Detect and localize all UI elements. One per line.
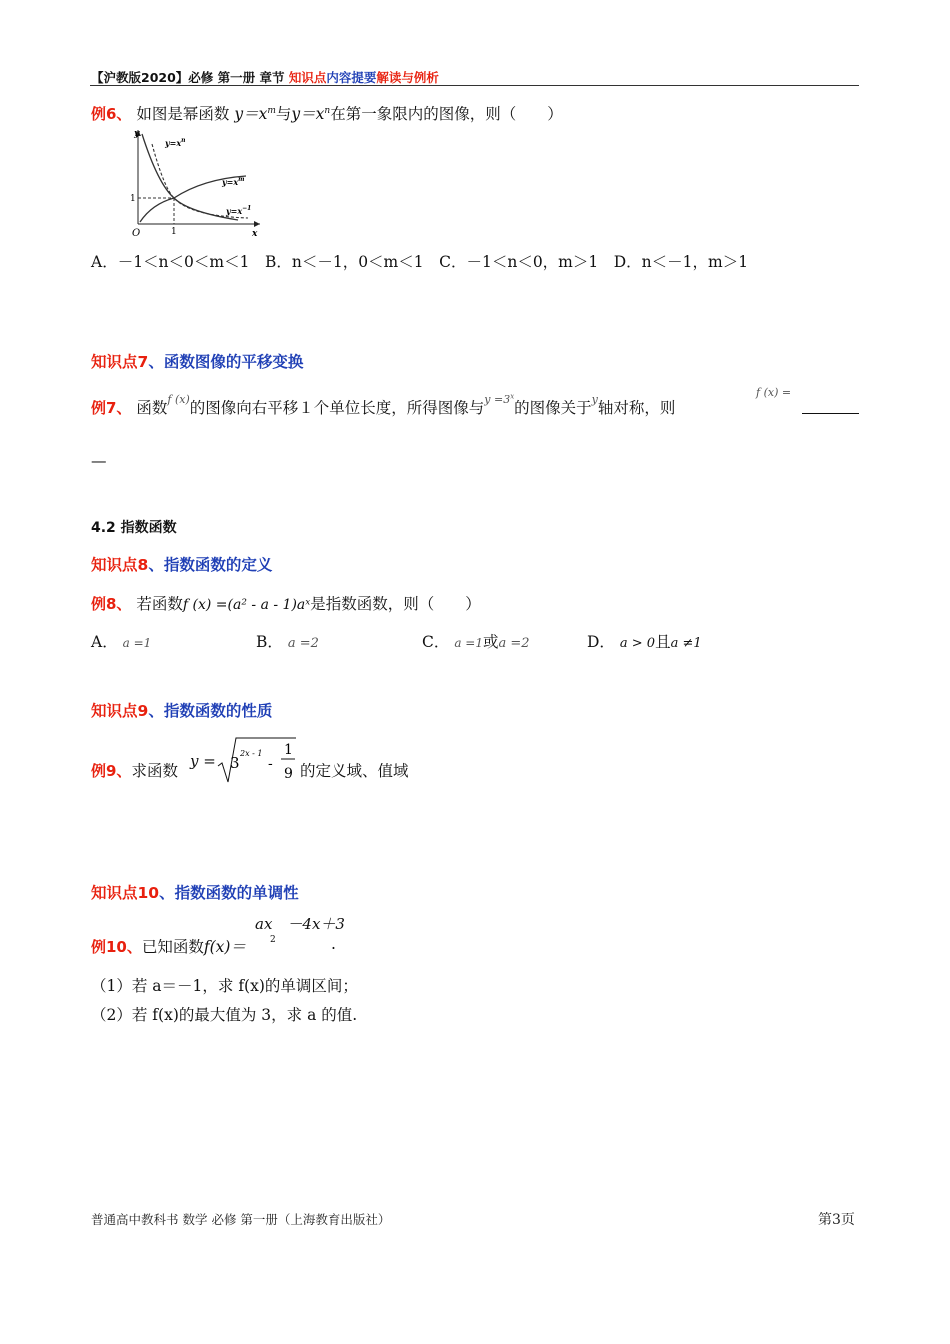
example-9-label-text [91,759,178,781]
curve-inv-label [225,205,251,216]
function-y-xn: y＝x [291,105,325,123]
header-title: 【沪教版2020】必修 第一册 章节 [91,70,289,85]
example-text: 在第一象限内的图像，则（ ） [330,105,563,123]
radical-minus: - [268,756,273,772]
example-8-option-b [256,630,319,652]
kp-number: 10 [137,884,160,902]
example-text: 的图像向右平移１个单位长度，所得图像与 [189,399,485,417]
kp-title: 、指数函数的单调性 [159,884,299,902]
answer-blank [802,398,859,414]
curve-n-label [164,137,186,148]
curve-inv-base: y=x [226,206,243,216]
exponent-n: n [324,105,331,116]
kp-title: 、函数图像的平移变换 [148,353,304,371]
header-highlight-kp: 知识点 [288,70,327,85]
example-9-tail: 的定义域、值域 [300,762,409,780]
example-8-statement [91,592,481,614]
option-value: a =1 [454,636,483,650]
example-label: 例9、 [91,762,132,780]
knowledge-point-9-title [91,699,272,721]
curve-inv-exp: −1 [242,205,252,212]
footer-page-number: 第3页 [818,1212,855,1228]
option-letter: C． [422,633,450,651]
power-function-graph [118,124,268,240]
kp-label: 知识点 [91,556,138,574]
header-highlight-summary: 内容提要 [326,70,377,85]
option-value: a =2 [287,636,319,651]
radical-base: 3 [230,754,240,772]
header-rule [90,85,859,86]
section-title: 4.2 指数函数 [91,520,177,536]
example-10-question-2: （2）若 f(x)的最大值为 3，求 a 的值. [91,1006,358,1024]
fraction-numerator: 1 [284,742,293,758]
curve-n-base: y=x [165,138,182,148]
formula-fx-equals: f (x) = [756,386,792,399]
kp-label: 知识点 [91,884,138,902]
example-6-statement [91,102,563,124]
example-text: 与 [275,105,292,123]
function-y-xm: y＝x [234,105,268,123]
fraction-denominator: 9 [284,766,293,782]
kp-number: 9 [137,702,149,720]
example-text: 轴对称，则 [597,399,676,417]
example-10-period: . [331,935,336,953]
example-text: 求函数 [131,762,178,780]
page-header [91,68,439,86]
formula-y-3x: y =3 [484,393,511,406]
kp-title: 、指数函数的性质 [148,702,273,720]
example-10-statement [91,935,246,957]
kp-title: 、指数函数的定义 [148,556,273,574]
exponent-m: m [267,105,276,116]
knowledge-point-7-title [91,350,303,372]
origin-label: O [132,228,141,239]
kp-label: 知识点 [91,353,138,371]
example-label: 例7、 [91,399,132,417]
example-text: 如图是幂函数 [136,105,230,123]
option-value: a =2 [498,636,530,651]
example-label: 例8、 [91,595,132,613]
example-10-base: 2 [270,935,276,945]
example-text: 函数 [136,399,168,417]
example-text: 已知函数 [141,938,204,956]
radical-exponent: 2x - 1 [240,749,263,758]
curve-m-label [221,176,244,187]
example-text: 是指数函数，则（ ） [310,595,481,613]
curve-m-exp: m [238,176,245,183]
option-value: a > 0 [619,636,656,651]
curve-n-exp: n [181,137,186,144]
x-axis-arrow [254,221,260,227]
option-letter: A． [91,633,118,651]
x-axis-label: x [252,229,258,239]
kp-number: 8 [137,556,149,574]
x-one-label: 1 [171,227,177,237]
example-text: 的图像关于 [514,399,592,417]
option-letter: D． [587,633,615,651]
y-axis-label: y [134,129,140,139]
option-conj: 或 [482,633,499,651]
kp-number: 7 [137,353,149,371]
formula-exponential: f (x) =(a² - a - 1)aˣ [182,597,311,613]
knowledge-point-10-title [91,881,299,903]
example-8-option-a [91,630,151,652]
curve-m-base: y=x [222,177,239,187]
formula-fx: f (x) [167,393,190,406]
radical-expression [216,734,298,786]
option-letter: B． [256,633,283,651]
formula-fx: f(x)＝ [203,938,246,956]
footer-book-title: 普通高中教科书 数学 必修 第一册（上海教育出版社） [91,1212,391,1227]
formula-exp: x [510,392,515,401]
example-10-exponent: ax －4x＋3 [255,915,345,933]
knowledge-point-8-title [91,553,272,575]
option-conj: 且 [655,633,671,651]
example-label: 例10、 [91,938,142,956]
option-value: a ≠1 [670,636,702,651]
header-highlight-analysis: 解读与例析 [376,70,439,85]
example-text: 若函数 [136,595,183,613]
example-10-question-1: （1）若 a＝－1，求 f(x)的单调区间； [91,977,358,995]
example-8-option-c [422,630,530,652]
formula-y: y [591,393,598,406]
formula-y-equals: y = [190,752,216,770]
example-6-options: A．－1＜n＜0＜m＜1 B．n＜－1，0＜m＜1 C．－1＜n＜0，m＞1 D．n＜－1，m＞1 [91,253,749,271]
example-7-statement [91,392,676,418]
y-one-label: 1 [130,194,136,204]
example-8-option-d [587,630,702,652]
option-value: a =1 [122,636,152,650]
answer-blank-tail: — [91,452,107,470]
example-label: 例6、 [91,105,132,123]
kp-label: 知识点 [91,702,138,720]
